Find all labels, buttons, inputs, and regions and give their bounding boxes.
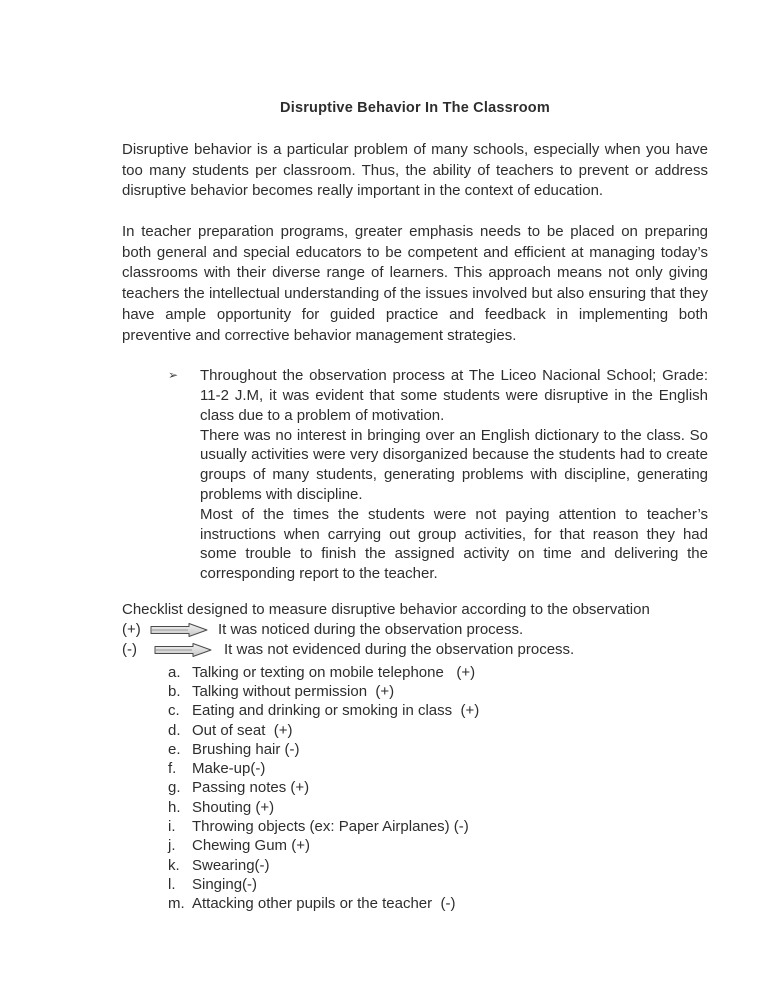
bullet-paragraph-3: Most of the times the students were not paying attention to teacher’s instructions when carrying out group activities, for that reason they had some trouble to finish the assigned activity on time and delivering the corresponding report to the teacher. <box>200 505 708 583</box>
item-letter: d. <box>168 721 181 739</box>
minus-symbol: (-) <box>122 640 137 658</box>
legend-text-minus: It was not evidenced during the observation process. <box>224 640 575 658</box>
bullet-item <box>122 366 708 584</box>
item-text: Shouting (+) <box>192 798 275 816</box>
item-letter: b. <box>168 683 181 701</box>
item-text: Make-up(-) <box>192 760 266 778</box>
item-text: Throwing objects (ex: Paper Airplanes) (-) <box>192 818 469 836</box>
item-letter: l. <box>168 875 176 893</box>
right-block-arrow-icon <box>150 622 210 638</box>
item-letter: g. <box>168 779 181 797</box>
checklist-item <box>168 682 708 701</box>
item-text: Talking or texting on mobile telephone (+) <box>192 663 476 681</box>
checklist-item <box>168 894 708 913</box>
item-text: Brushing hair (-) <box>192 740 300 758</box>
bullet-paragraph-1: Throughout the observation process at The Liceo Nacional School; Grade: 11-2 J.M, it was evident that some students were disruptive in the English class due to a problem of motivation. <box>200 367 708 424</box>
item-letter: m. <box>168 895 185 913</box>
legend-text-plus: It was noticed during the observation process. <box>218 620 524 638</box>
paragraph-2: In teacher preparation programs, greater emphasis needs to be placed on preparing both general and special educators to be competent and efficient at managing today’s classrooms with their diverse range of learners. This approach means not only giving teachers the intellectual understanding of the issues involved but also ensuring that they have ample opportunity for guided practice and feedback in implementing both preventive and corrective behavior management strategies. <box>122 223 708 344</box>
checklist-item <box>168 875 708 894</box>
checklist-item <box>168 701 708 720</box>
paragraph-1: Disruptive behavior is a particular problem of many schools, especially when you have too many students per classroom. Thus, the ability of teachers to prevent or address disruptive behavior becomes really important in the context of education. <box>122 141 708 200</box>
item-letter: c. <box>168 702 180 720</box>
item-text: Attacking other pupils or the teacher (-) <box>192 895 456 913</box>
checklist-item <box>168 663 708 682</box>
bullet-paragraph-2: There was no interest in bringing over an English dictionary to the class. So usually activities were very disorganized because the students had to create groups of many students, generating problems with discipline, generating problems with discipline. <box>200 426 708 503</box>
item-text: Talking without permission (+) <box>192 683 395 701</box>
checklist-item <box>168 759 708 778</box>
item-text: Eating and drinking or smoking in class (+) <box>192 702 480 720</box>
arrowhead-bullet-icon: ➢ <box>168 368 179 383</box>
item-letter: e. <box>168 740 181 758</box>
item-text: Out of seat (+) <box>192 721 293 739</box>
item-letter: j. <box>168 837 176 855</box>
page-title: Disruptive Behavior In The Classroom <box>280 100 550 116</box>
checklist-item <box>168 856 708 875</box>
checklist-item <box>168 740 708 759</box>
right-block-arrow-icon <box>154 642 214 658</box>
item-letter: i. <box>168 818 176 836</box>
item-text: Swearing(-) <box>192 856 270 874</box>
checklist-item <box>168 721 708 740</box>
legend-row-plus <box>122 620 708 640</box>
item-letter: h. <box>168 798 181 816</box>
checklist-item <box>168 798 708 817</box>
item-text: Passing notes (+) <box>192 779 310 797</box>
bullet-text <box>200 366 708 584</box>
item-text: Singing(-) <box>192 875 258 893</box>
legend-row-minus <box>122 640 708 660</box>
checklist-item <box>168 817 708 836</box>
checklist-heading: Checklist designed to measure disruptive behavior according to the observation <box>122 600 650 618</box>
item-text: Chewing Gum (+) <box>192 837 310 855</box>
checklist-item <box>168 836 708 855</box>
item-letter: a. <box>168 663 181 681</box>
checklist-item <box>168 778 708 797</box>
item-letter: k. <box>168 856 180 874</box>
checklist-items <box>168 663 708 913</box>
item-letter: f. <box>168 760 177 778</box>
plus-symbol: (+) <box>122 620 141 638</box>
